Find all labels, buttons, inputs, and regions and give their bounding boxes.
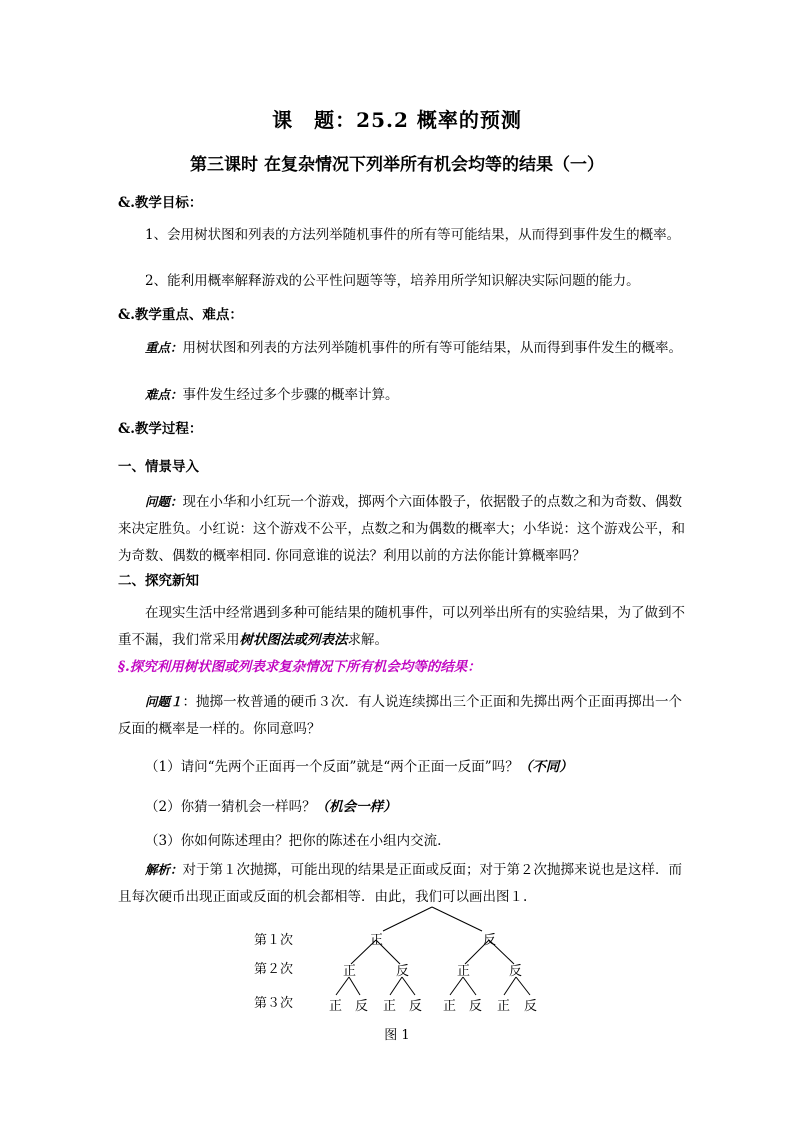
sub-question-2: （2）你猜一猜机会一样吗？（机会一样）	[145, 799, 397, 815]
goal-item-1: 1、会用树状图和列表的方法列举随机事件的所有等可能结果，从而得到事件发生的概率。	[145, 227, 681, 243]
sub-question-1: （1）请问“先两个正面再一个反面”就是“两个正面一反面”吗？（不同）	[145, 759, 573, 775]
goal-item-2: 2、能利用概率解释游戏的公平性问题等等，培养用所学知识解决实际问题的能力。	[145, 273, 640, 289]
tree-row-1-label: 第１次	[254, 933, 294, 948]
tree-edges	[336, 907, 530, 995]
coin-toss-tree-diagram	[0, 895, 794, 1045]
process-heading: &.教学过程：	[118, 421, 203, 437]
lesson-title: 课 题：25.2 概率的预测	[272, 108, 522, 132]
tree-leaf-heads: 正	[497, 999, 511, 1014]
keypoints-heading: &.教学重点、难点：	[118, 307, 243, 323]
tree-leaf-tails: 反	[355, 999, 369, 1014]
tree-row-2-label: 第２次	[254, 962, 294, 977]
explore-heading: §.探究利用树状图或列表求复杂情况下所有机会均等的结果：	[118, 659, 481, 675]
tree-leaf-tails: 反	[524, 999, 538, 1014]
focus-paragraph	[118, 334, 688, 362]
question-1-paragraph	[118, 688, 688, 743]
problem-paragraph	[118, 488, 688, 570]
intro-paragraph	[118, 600, 688, 654]
sub-question-3: （3）你如何陈述理由？把你的陈述在小组内交流.	[145, 833, 442, 849]
focus-label: 重点：	[145, 340, 183, 355]
question-1-label: 问题１	[145, 694, 183, 709]
tree-leaf-heads: 正	[329, 999, 343, 1014]
tree-node-tails: 反	[396, 964, 410, 979]
difficulty-text: 事件发生经过多个步骤的概率计算。	[182, 387, 399, 403]
tree-node-tails: 反	[509, 964, 523, 979]
figure-caption: 图 1	[384, 1028, 410, 1043]
analysis-text: 对于第１次抛掷，可能出现的结果是正面或反面；对于第２次抛掷来说也是这样．而且每次硬币出现正面或反面的机会都相等．由此，我们可以画出图１.	[118, 862, 683, 905]
tree-node-heads: 正	[343, 964, 357, 979]
intro-text: 在现实生活中经常遇到多种可能结果的随机事件，可以列举出所有的实验结果，为了做到不重不漏，我们常采用	[118, 605, 685, 648]
section-2-heading: 二、探究新知	[118, 573, 199, 589]
sub-question-2-answer: （机会一样）	[315, 799, 397, 815]
focus-text: 用树状图和列表的方法列举随机事件的所有等可能结果，从而得到事件发生的概率。	[182, 340, 683, 356]
analysis-label: 解析：	[145, 862, 183, 877]
tree-node-heads: 正	[457, 964, 471, 979]
problem-text: 现在小华和小红玩一个游戏，掷两个六面体骰子，依据骰子的点数之和为奇数、偶数来决定胜负。小红说：这个游戏不公平，点数之和为偶数的概率大；小华说：这个游戏公平，和为奇数、偶数的概率相同. 你同意谁的说法？利用以前的方法你能计算概率吗？	[118, 494, 685, 564]
tree-leaf-tails: 反	[469, 999, 483, 1014]
tree-node-heads: 正	[370, 933, 384, 948]
difficulty-paragraph	[118, 381, 688, 409]
tree-leaf-tails: 反	[409, 999, 423, 1014]
section-1-heading: 一、情景导入	[118, 459, 199, 475]
goals-heading: &.教学目标：	[118, 195, 203, 211]
tree-row-3-label: 第３次	[254, 996, 294, 1011]
question-1-text: ：抛掷一枚普通的硬币３次．有人说连续掷出三个正面和先掷出两个正面再掷出一个反面的概率是一样的。你同意吗？	[118, 694, 683, 737]
intro-emphasis: 树状图法或列表法	[239, 632, 348, 648]
tree-leaf-heads: 正	[383, 999, 397, 1014]
problem-label: 问题：	[145, 494, 183, 509]
lesson-subtitle: 第三课时 在复杂情况下列举所有机会均等的结果（一）	[190, 155, 604, 175]
tree-node-tails: 反	[483, 933, 497, 948]
difficulty-label: 难点：	[145, 387, 183, 402]
tree-leaf-heads: 正	[443, 999, 457, 1014]
intro-end: 求解。	[347, 632, 388, 648]
sub-question-1-answer: （不同）	[518, 759, 573, 775]
